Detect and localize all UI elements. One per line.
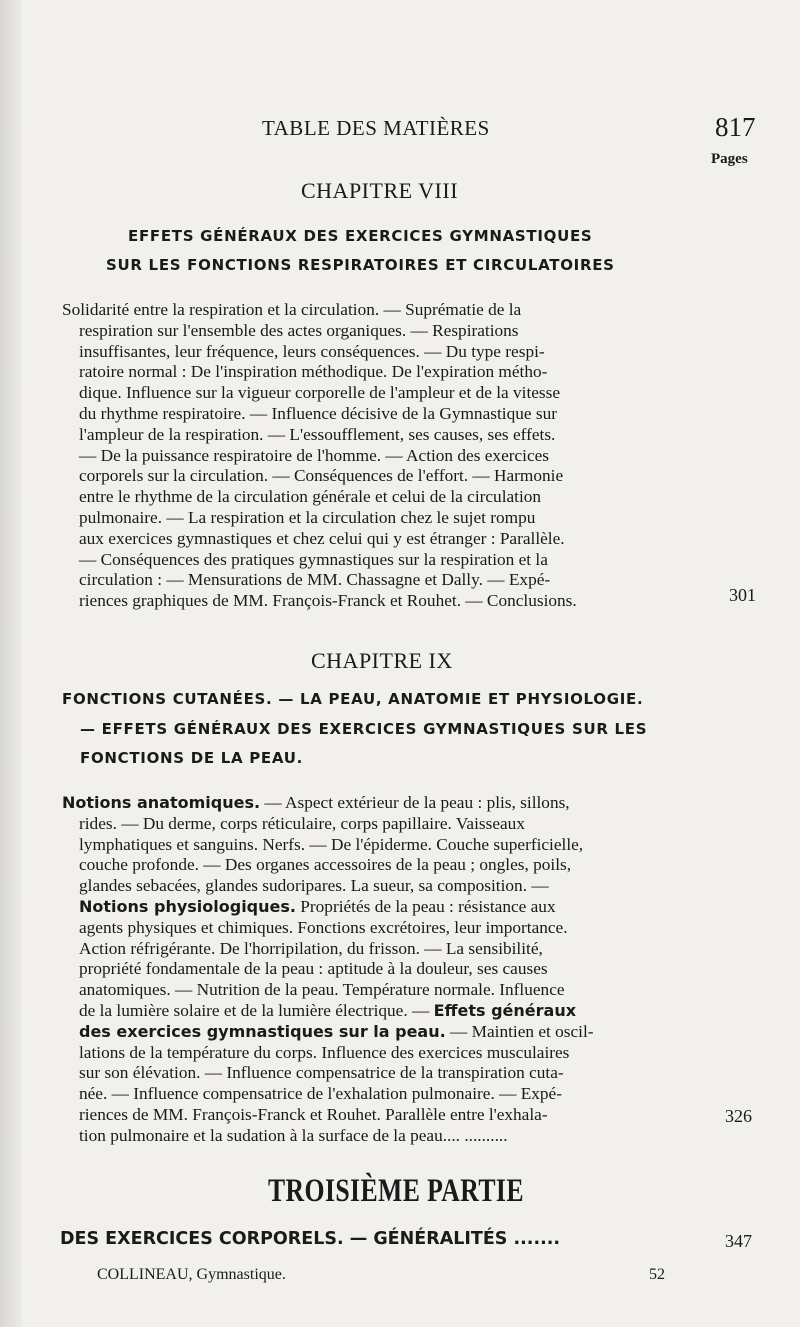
summary-line: aux exercices gymnastiques et chez celui qui y est étranger : Parallèle. — [79, 528, 565, 548]
section-heading-anatomy: Notions anatomiques. — [62, 793, 261, 812]
summary-line: couche profonde. — Des organes accessoires de la peau ; ongles, poils, — [79, 855, 572, 875]
part-3-page-number: 347 — [725, 1231, 752, 1251]
summary-line: tion pulmonaire et la sudation à la surface de la peau.... .......... — [79, 1125, 508, 1145]
summary-text: de la lumière solaire et de la lumière électrique. — — [79, 1000, 434, 1020]
summary-line: riences graphiques de MM. François-Franck et Rouhet. — Conclusions. — [79, 591, 577, 611]
summary-text: — Maintien et oscil- — [445, 1021, 594, 1041]
summary-line: circulation : — Mensurations de MM. Chassagne et Dally. — Expé- — [79, 570, 551, 590]
summary-line: propriété fondamentale de la peau : aptitude à la douleur, ses causes — [79, 959, 548, 979]
summary-text: Propriétés de la peau : résistance aux — [295, 896, 556, 916]
chapter-9-subtitle-line-2: — EFFETS GÉNÉRAUX DES EXERCICES GYMNASTIQUES SUR LES — [80, 720, 648, 738]
footer-signature-mark: 52 — [649, 1266, 665, 1283]
chapter-8-subtitle-line-2: SUR LES FONCTIONS RESPIRATOIRES ET CIRCULATOIRES — [106, 256, 615, 274]
summary-line: du rhythme respiratoire. — Influence décisive de la Gymnastique sur — [79, 403, 557, 423]
chapter-8-subtitle-line-1: EFFETS GÉNÉRAUX DES EXERCICES GYMNASTIQUES — [128, 227, 593, 245]
summary-line — [62, 1022, 712, 1043]
summary-line: anatomiques. — Nutrition de la peau. Température normale. Influence — [79, 980, 565, 1000]
chapter-9-subtitle-line-1: FONCTIONS CUTANÉES. — LA PEAU, ANATOMIE ET PHYSIOLOGIE. — [62, 690, 644, 708]
summary-line: insuffisantes, leur fréquence, leurs conséquences. — Du type respi- — [79, 341, 545, 361]
part-3-title: TROISIÈME PARTIE — [268, 1173, 524, 1209]
summary-line: — Conséquences des pratiques gymnastiques sur la respiration et la — [79, 549, 548, 569]
summary-line — [62, 897, 712, 918]
summary-line: riences de MM. François-Franck et Rouhet. Parallèle entre l'exhala- — [79, 1104, 548, 1124]
footer-author-title: COLLINEAU, Gymnastique. — [97, 1266, 286, 1283]
part-3-entry: DES EXERCICES CORPORELS. — GÉNÉRALITÉS ....... — [60, 1229, 561, 1249]
summary-line: lymphatiques et sanguins. Nerfs. — De l'épiderme. Couche superficielle, — [79, 834, 584, 854]
summary-line: ratoire normal : De l'inspiration méthodique. De l'expiration métho- — [79, 362, 548, 382]
section-heading-physiology: Notions physiologiques. — [79, 896, 296, 916]
page-number: 817 — [715, 112, 756, 142]
summary-line: l'ampleur de la respiration. — L'essoufflement, ses causes, ses effets. — [79, 424, 556, 444]
summary-line: sur son élévation. — Influence compensatrice de la transpiration cuta- — [79, 1063, 564, 1083]
section-heading-effects-cont: des exercices gymnastiques sur la peau. — [79, 1021, 446, 1041]
summary-line — [62, 793, 712, 814]
summary-line: rides. — Du derme, corps réticulaire, corps papillaire. Vaisseaux — [79, 813, 525, 833]
summary-line: Solidarité entre la respiration et la circulation. — Suprématie de la — [62, 300, 522, 319]
page-binding-edge — [0, 0, 22, 1327]
summary-line: lations de la température du corps. Influence des exercices musculaires — [79, 1042, 570, 1062]
summary-text: — Aspect extérieur de la peau : plis, sillons, — [260, 793, 570, 812]
summary-line: Action réfrigérante. De l'horripilation, du frisson. — La sensibilité, — [79, 938, 543, 958]
summary-line: — De la puissance respiratoire de l'homme. — Action des exercices — [79, 445, 550, 465]
chapter-9-page-number: 326 — [725, 1106, 752, 1126]
pages-column-label: Pages — [711, 151, 748, 167]
chapter-9-subtitle-line-3: FONCTIONS DE LA PEAU. — [80, 749, 303, 767]
chapter-9-title: CHAPITRE IX — [311, 648, 453, 673]
summary-line: respiration sur l'ensemble des actes organiques. — Respirations — [79, 320, 519, 340]
summary-line: entre le rhythme de la circulation générale et celui de la circulation — [79, 487, 542, 507]
summary-line: agents physiques et chimiques. Fonctions excrétoires, leur importance. — [79, 917, 568, 937]
summary-line: glandes sebacées, glandes sudoripares. La sueur, sa composition. — — [79, 876, 549, 896]
summary-line: née. — Influence compensatrice de l'exhalation pulmonaire. — Expé- — [79, 1084, 562, 1104]
chapter-8-summary — [62, 300, 712, 612]
chapter-9-summary — [62, 793, 712, 1147]
summary-line: pulmonaire. — La respiration et la circulation chez le sujet rompu — [79, 507, 536, 527]
chapter-8-title: CHAPITRE VIII — [301, 178, 459, 203]
running-title: TABLE DES MATIÈRES — [262, 116, 490, 140]
section-heading-effects: Effets généraux — [433, 1000, 577, 1020]
summary-line: corporels sur la circulation. — Conséquences de l'effort. — Harmonie — [79, 466, 564, 486]
chapter-8-page-number: 301 — [729, 585, 756, 605]
summary-line: dique. Influence sur la vigueur corporelle de l'ampleur et de la vitesse — [79, 383, 561, 403]
summary-line — [62, 1001, 712, 1022]
